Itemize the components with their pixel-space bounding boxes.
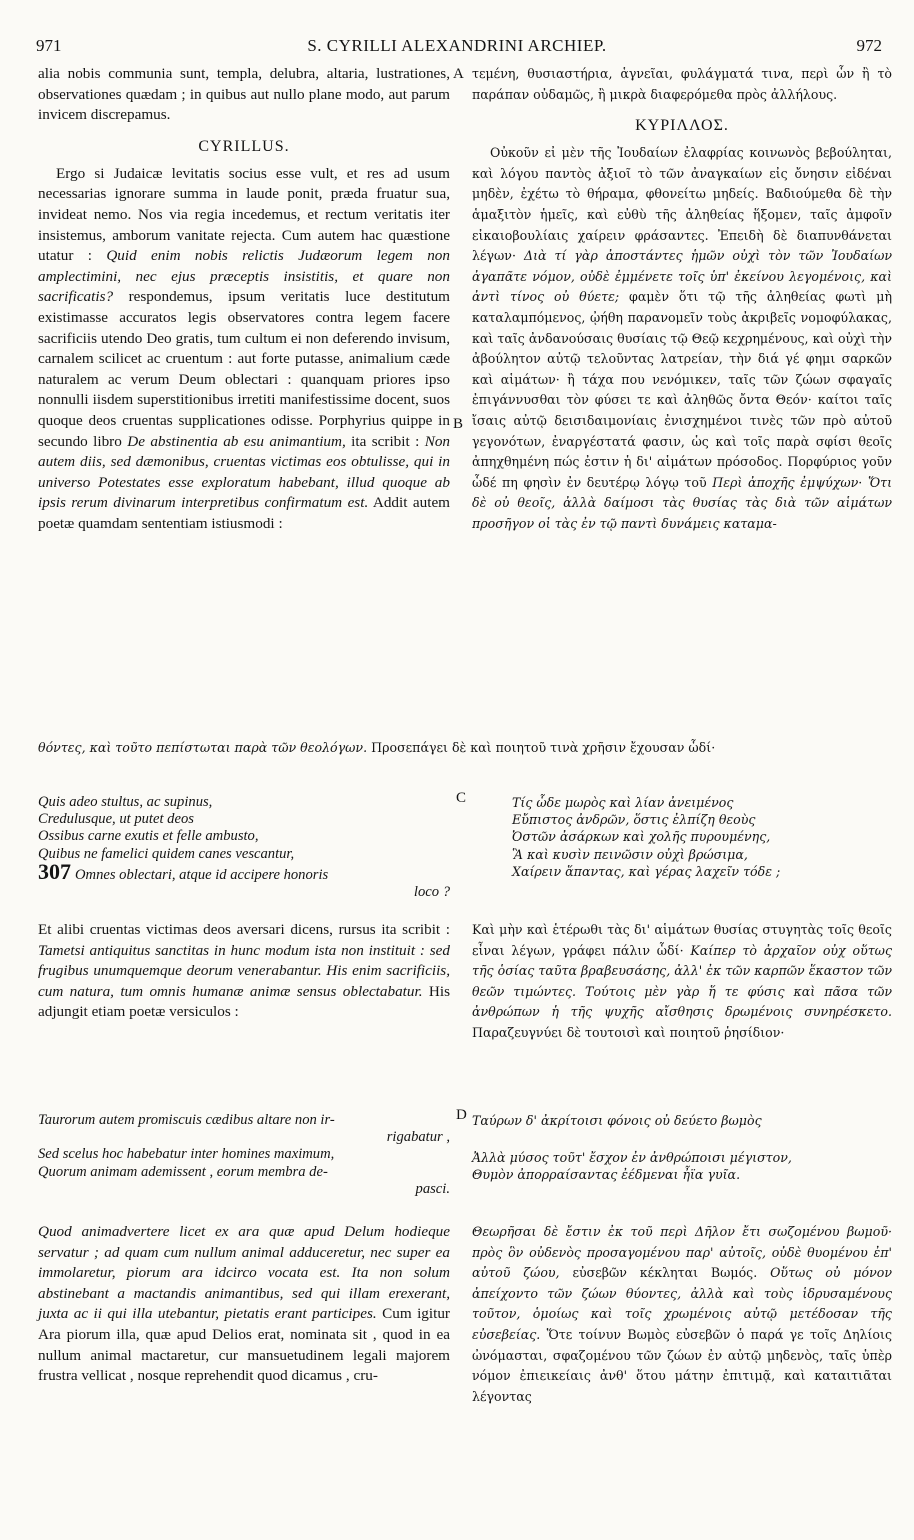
greek-para3-quote-2: Οὕτως οὐ μόνον ἀπείχοντο τῶν ζώων θύοντες, ἀλλὰ καὶ τοὺς ἱδρυσαμένους τοῦτον, ὁμοίως καὶ τοῖς χρωμένοις αὐτῷ μετέδοσαν τῆς εὐσεβείας. bbox=[472, 1265, 892, 1342]
greek-para1-text-b: φαμὲν ὅτι τῷ τῆς ἀληθείας φωτὶ μὴ καταλαμπόμενος, ᾠήθη παρανομεῖν τοὺς ἀκριβεῖς νομοφύλακας, καὶ ταῖς ἀνδανούσαις θυσίαις τῷ Θεῷ κεχρημένους, καὶ οὐχὶ τὴν ἀβούλητον αὐτῷ τελοῦντας λατρείαν, τὴν διά γέ φημι σαρκῶν καὶ αἱμάτων· ἢ τάχα που νενόμικεν, ταῖς τῶν ζώων σφαγαῖς ἐπιγάννυσθαι τὸν φύσει τε καὶ ἀληθῶς ὄντα Θεόν· καίτοι ταῖς ἴσαις αὐτῷ δεισιδαιμονίαις ἐνισχημένοι τινὲς τῶν πρὸ αὐτοῦ γεγονότων, ἐναργέστατά φασιν, ὡς καὶ τοῖς παρὰ σφίσι θεοῖς ἀπηχθημένη πώς ἐστιν ἡ δι' αἱμάτων πρόσοδος. Πορφύριος γοῦν ὧδέ πη φησὶν ἐν δευτέρῳ λόγῳ τοῦ bbox=[472, 289, 892, 490]
page-number-left: 971 bbox=[36, 36, 62, 55]
latin-verse-1-line-end: loco ? bbox=[413, 884, 450, 901]
latin-para2-text-b: His adjungit etiam poetæ versiculos : bbox=[38, 982, 450, 1021]
greek-paragraph-2 bbox=[472, 920, 892, 1044]
column-number: 307 bbox=[38, 858, 71, 884]
latin-paragraph-1 bbox=[38, 164, 450, 535]
latin-para1-text-c: ita scribit : bbox=[345, 432, 425, 450]
latin-verse-1-line: Quibus ne famelici quidem canes vescantur, bbox=[38, 845, 295, 862]
latin-column-top bbox=[38, 64, 450, 534]
greek-continuation-text: Προσεπάγει δὲ καὶ ποιητοῦ τινὰ χρῆσιν ἔχουσαν ὧδί· bbox=[367, 740, 716, 755]
latin-para1-text-d: Addit autem poetæ quamdam sententiam istiusmodi : bbox=[38, 494, 450, 532]
running-title: S. CYRILLI ALEXANDRINI ARCHIEP. bbox=[307, 36, 607, 55]
latin-verse-2-line: rigabatur , bbox=[386, 1129, 450, 1146]
latin-verse-1-line: Omnes oblectari, atque id accipere honoris bbox=[75, 866, 329, 883]
greek-verse-1-line: Τίς ὧδε μωρὸς καὶ λίαν ἀνειμένος bbox=[512, 795, 734, 810]
greek-verse-2-line: Ταύρων δ' ἀκρίτοισι φόνοις οὐ δεύετο βωμὸς bbox=[472, 1113, 762, 1128]
greek-verse-1-line: Ἃ καὶ κυσὶν πεινῶσιν οὐχὶ βρώσιμα, bbox=[512, 846, 748, 862]
latin-para2-text-a: Et alibi cruentas victimas deos aversari dicens, rursus ita scribit : bbox=[38, 921, 450, 938]
latin-verse-2 bbox=[38, 1112, 450, 1198]
greek-verse-2-line: Θυμὸν ἀπορραίσαντας ἐέδμεναι ἦϊα γυῖα. bbox=[472, 1167, 741, 1183]
latin-verse-2-line: Sed scelus hoc habebatur inter homines maximum, bbox=[38, 1146, 335, 1163]
greek-para3-text-c: Ὅτε τοίνυν Βωμὸς εὐσεβῶν ὁ παρά γε τοῖς Δηλίοις ὠνόμασται, σφαζομένου τῶν ζώων ἐν αὐτῷ μηδενὸς, ταῖς ὑπὲρ νόμον ἐπιεικείαις ἀνθ' ὅτου μάτην ἐπιτιμᾷ, καὶ καταιτιᾶται λέγοντας bbox=[472, 1326, 892, 1404]
greek-heading: ΚΥΡΙΛΛΟΣ. bbox=[635, 117, 729, 135]
latin-verse-1 bbox=[38, 794, 450, 901]
greek-column-top bbox=[472, 64, 892, 534]
greek-full-width-continuation bbox=[38, 738, 894, 759]
greek-para1-quote-2: Ὅτι δὲ οὐ θεοῖς, ἀλλὰ δαίμοσι τὰς θυσίας τὰς διὰ τῶν αἱμάτων προσῆγον οἱ τὰς ἐν τῷ παντὶ δυνάμεις καταμα- bbox=[472, 474, 893, 531]
greek-para1-book-title: Περὶ ἀποχῆς ἐμψύχων bbox=[712, 474, 859, 490]
latin-para2-quote: Tametsi antiquitus sanctitas in hunc modum ista non instituit : sed frugibus unumquemque deorum venerabantur. His enim sacrificiis, cum natura, tum omnis humanæ animæ sensus oblectabatur. bbox=[38, 941, 450, 1000]
latin-para1-text-a: Ergo si Judaicæ levitatis socius esse vult, et res ad usum necessarias ignorare summa in laude ponit, præda fruatur sua, invideat nemo. Nos via regia incedemus, et rectum veritatis iter insistemus, amborum vanitate rejecta. Cum autem hac quæstione utatur : bbox=[38, 164, 450, 265]
greek-paragraph-1 bbox=[472, 143, 892, 534]
margin-letter-c: C bbox=[456, 790, 467, 806]
latin-verse-1-line: Ossibus carne exutis et felle ambusto, bbox=[38, 828, 259, 845]
greek-verse-2-line: Ἀλλὰ μύσος τοῦτ' ἔσχον ἐν ἀνθρώποισι μέγιστον, bbox=[472, 1150, 792, 1166]
latin-heading: CYRILLUS. bbox=[198, 137, 290, 155]
greek-para3-text: εὐσεβῶν κέκληται Βωμός. bbox=[559, 1265, 758, 1281]
greek-verse-1-line: Ὀστῶν ἀσάρκων καὶ χολῆς πυρουμένης, bbox=[512, 829, 771, 845]
greek-para2-text-a: Καὶ μὴν καὶ ἑτέρωθι τὰς δι' αἱμάτων θυσίας στυγητὰς τοῖς θεοῖς εἶναι λέγων, γράφει πάλιν ὧδί· bbox=[472, 922, 892, 958]
latin-para1-quote: Quid enim nobis relictis Judæorum legem non amplectimini, nec ejus præceptis insistitis, et quare non sacrificatis? bbox=[38, 247, 450, 306]
greek-verse-1-line: Χαίρειν ἅπαντας, καὶ γέρας λαχεῖν τόδε ; bbox=[512, 863, 781, 879]
latin-verse-2-line: Quorum animam ademissent , eorum membra de- bbox=[38, 1163, 328, 1180]
greek-para1-text-c: · bbox=[858, 474, 868, 490]
page-number-right: 972 bbox=[856, 36, 882, 55]
greek-quote-end: θόντες, καὶ τοῦτο πεπίστωται παρὰ τῶν θεολόγων. bbox=[38, 740, 368, 755]
latin-para1-book-title: De abstinentia ab esu animantium, bbox=[127, 432, 346, 450]
latin-verse-1-line: Quis adeo stultus, ac supinus, bbox=[38, 794, 213, 810]
greek-verse-2 bbox=[472, 1112, 892, 1184]
latin-para3-text: Cum igitur Ara piorum illa, quæ apud Delios erat, nominata sit , quod in ea nullum animal mactaretur, cur mansuetudinem legali majorem frustra vellicat , nosque reprehendit quod dicamus , cru- bbox=[38, 1305, 450, 1385]
latin-para1-text-b: respondemus, ipsum veritatis luce destitutum existimasse accuratos legis observatores contra legem facere sacrificiis utendo Deo gratis, tum cultum ei non deferendo invisum, carnalem scilicet ac cruentum : aut forte putasse, animalium cæde naturalem ac verum Deum oblectari : quanquam priores ipso nonnulli iisdem superstitionibus irretiti manifestissime docent, suos quoque deos cruentas supplicationes odisse. Porphyrius quippe in secundo libro bbox=[38, 288, 450, 450]
margin-letter-a: A bbox=[453, 66, 464, 82]
greek-verse-1-line: Εὔπιστος ἀνδρῶν, ὅστις ἐλπίζη θεοὺς bbox=[512, 812, 756, 828]
latin-intro: alia nobis communia sunt, templa, delubra, altaria, lustrationes, observationes quædam ; in quibus aut nullo plane modo, aut parum invicem discrepamus. bbox=[38, 65, 450, 124]
greek-para2-quote: Καίπερ τὸ ἀρχαῖον οὐχ οὕτως τῆς ὁσίας ταῦτα βραβευσάσης, ἀλλ' ἐκ τῶν καρπῶν ἕκαστον τῶν θεῶν τιμώντες. Τούτοις μὲν γὰρ ἥ τε φύσις καὶ πᾶσα τῶν ἀνθρώπων ἡ τῆς ψυχῆς αἴσθησις δρωμένοις συνηρέσκετο. bbox=[472, 942, 893, 1020]
margin-letter-d: D bbox=[456, 1107, 467, 1123]
latin-para1-quote-2: Non autem diis, sed dæmonibus, cruentas victimas eos obtulisse, qui in universo Potestates esse exploratum habebant, illud quoque ab ipsis rerum divinarum interpretibus confirmatum est. bbox=[38, 432, 451, 512]
latin-verse-2-line: Taurorum autem promiscuis cædibus altare non ir- bbox=[38, 1112, 335, 1128]
margin-letter-b: B bbox=[453, 416, 464, 432]
latin-paragraph-2 bbox=[38, 920, 450, 1023]
greek-para1-text-a: Οὐκοῦν εἰ μὲν τῆς Ἰουδαίων ἐλαφρίας κοινωνὸς βεβούληται, καὶ λόγου παντὸς ἀξιοῖ τὸ τῶν ἀναγκαίων εἰς ὄνησιν εἰδέναι μηδὲν, ἐχέτω τὸ θήραμα, φθονείτω μηδείς. Βαδιούμεθα δὲ τὴν ἁμαξιτὸν ἡμεῖς, καὶ εὐθὺ τῆς ἀληθείας ἥξομεν, ταῖς ἀμφοῖν εἰκαιοβουλίαις χαίρειν φράσαντες. Ἐπειδὴ δὲ διαπυνθάνεται λέγων· bbox=[472, 145, 892, 264]
greek-intro: τεμένη, θυσιαστήρια, ἁγνεῖαι, φυλάγματά τινα, περὶ ὧν ἢ τὸ παράπαν οὐδαμῶς, ἢ μικρὰ διαφερόμεθα πρὸς ἀλλήλους. bbox=[472, 66, 892, 102]
latin-paragraph-3 bbox=[38, 1222, 450, 1387]
latin-verse-2-line: pasci. bbox=[415, 1180, 450, 1197]
greek-para2-text-b: Παραζευγνύει δὲ τουτοισὶ καὶ ποιητοῦ ῥησίδιον· bbox=[472, 1024, 785, 1040]
greek-paragraph-3 bbox=[472, 1222, 892, 1407]
latin-verse-1-line: Credulusque, ut putet deos bbox=[38, 811, 194, 828]
running-header bbox=[0, 36, 914, 60]
greek-verse-1 bbox=[512, 794, 914, 880]
latin-para3-quote: Quod animadvertere licet ex ara quæ apud Delum hodieque servatur ; ad quam cum nullum animal adduceretur, nec super ea immolaretur, piorum ara idcirco vocata est. Ita non solum abstinebant a mactandis animantibus, sed qui illam erexerant, juxta ac ii qui illa utebantur, pietatis erant participes. bbox=[38, 1223, 450, 1323]
greek-para3-quote: Θεωρῆσαι δὲ ἔστιν ἐκ τοῦ περὶ Δῆλον ἔτι σωζομένου βωμοῦ· πρὸς ὃν οὐδενὸς προσαγομένου παρ' αὐτοῖς, οὐδὲ θυομένου ἐπ' αὐτοῦ ζώου, bbox=[472, 1224, 892, 1281]
greek-para1-quote: Διὰ τί γὰρ ἀποστάντες ἡμῶν οὐχὶ τὸν τῶν Ἰουδαίων ἀγαπᾶτε νόμον, οὐδὲ ἐμμένετε τοῖς ὑπ' ἐκείνου λεγομένοις, καὶ ἀντὶ τίνος οὐ θύετε; bbox=[472, 248, 893, 305]
